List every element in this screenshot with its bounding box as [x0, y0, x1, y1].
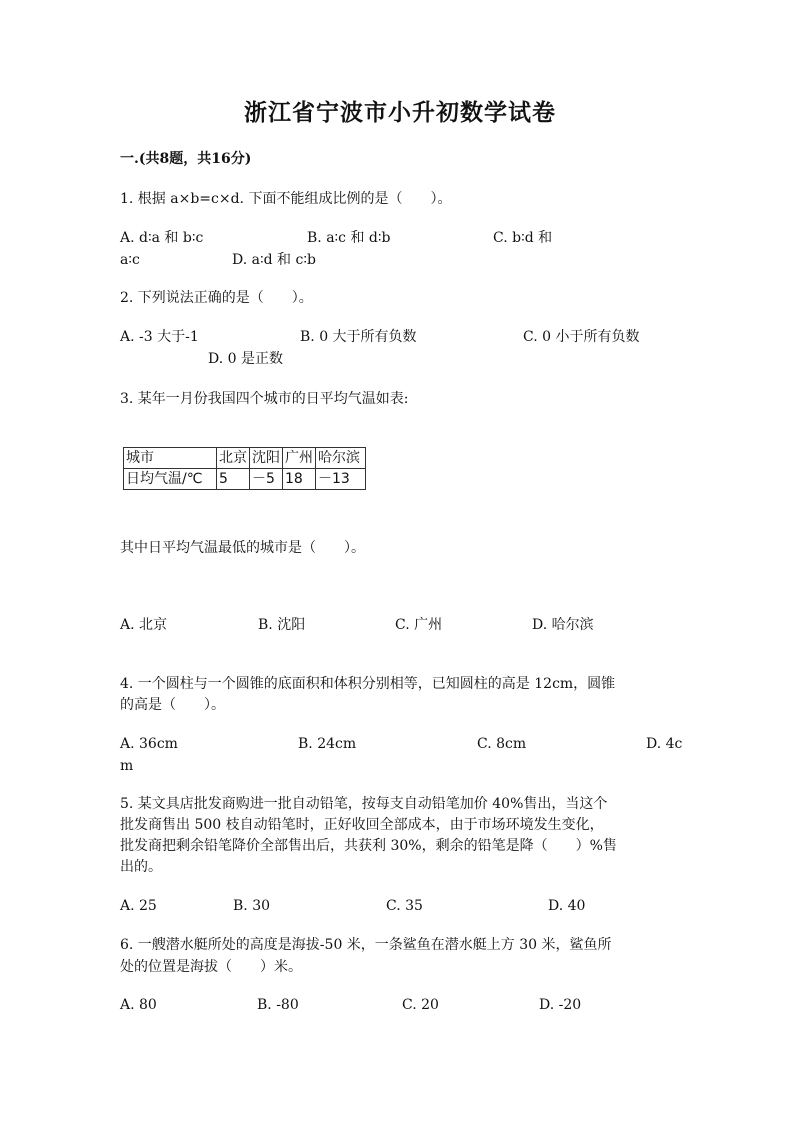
question-3-option-d: D. 哈尔滨	[532, 617, 594, 633]
question-5-option-c: C. 35	[386, 898, 423, 914]
question-5-option-a: A. 25	[120, 898, 157, 914]
question-5-stem: 5. 某文具店批发商购进一批自动铅笔，按每支自动铅笔加价 40%售出，当这个	[120, 796, 608, 812]
temperature-table	[123, 447, 366, 490]
table-cell: 18	[283, 469, 316, 490]
question-3-option-a: A. 北京	[120, 617, 168, 633]
table-cell: 日均气温/℃	[124, 469, 217, 490]
question-1-option-c: C. b∶d 和	[493, 230, 553, 246]
question-2-option-a: A. -3 大于-1	[120, 329, 199, 345]
table-cell: 5	[217, 469, 250, 490]
question-3-option-c: C. 广州	[395, 617, 443, 633]
question-3-question: 其中日平均气温最低的城市是（ ）。	[120, 540, 365, 556]
question-3-stem: 3. 某年一月份我国四个城市的日平均气温如表:	[120, 391, 409, 407]
question-6-stem: 6. 一艘潜水艇所处的高度是海拔-50 米，一条鲨鱼在潜水艇上方 30 米，鲨鱼所	[120, 937, 612, 953]
question-2-option-d: D. 0 是正数	[208, 351, 283, 367]
table-cell: 沈阳	[250, 448, 283, 469]
question-2-option-c: C. 0 小于所有负数	[523, 329, 640, 345]
question-4-stem: 4. 一个圆柱与一个圆锥的底面积和体积分别相等，已知圆柱的高是 12cm，圆锥	[120, 676, 616, 692]
question-6-stem-line2: 处的位置是海拔（ ）米。	[120, 959, 302, 975]
question-4-option-b: B. 24cm	[298, 736, 357, 752]
page-title: 浙江省宁波市小升初数学试卷	[244, 99, 556, 126]
question-6-option-a: A. 80	[120, 997, 157, 1013]
table-cell: 北京	[217, 448, 250, 469]
question-4-option-a: A. 36cm	[120, 736, 178, 752]
table-cell: －13	[316, 469, 366, 490]
section-heading: 一.(共8题，共16分)	[120, 151, 252, 167]
table-cell: －5	[250, 469, 283, 490]
table-cell: 城市	[124, 448, 217, 469]
table-cell: 哈尔滨	[316, 448, 366, 469]
question-1-option-b: B. a∶c 和 d∶b	[307, 230, 391, 246]
question-5-option-b: B. 30	[233, 898, 271, 914]
question-6-option-c: C. 20	[402, 997, 439, 1013]
question-5-stem-line3: 批发商把剩余铅笔降价全部售出后，共获利 30%，剩余的铅笔是降（ ）%售	[120, 838, 617, 854]
question-4-option-d-cont: m	[120, 758, 134, 774]
question-6-option-b: B. -80	[257, 997, 299, 1013]
table-header-row	[124, 448, 366, 469]
question-2-stem: 2. 下列说法正确的是（ ）。	[120, 290, 313, 306]
table-cell: 广州	[283, 448, 316, 469]
question-4-option-c: C. 8cm	[477, 736, 527, 752]
question-5-stem-line4: 出的。	[120, 859, 162, 875]
question-1-option-a: A. d∶a 和 b∶c	[120, 230, 204, 246]
question-2-option-b: B. 0 大于所有负数	[300, 329, 417, 345]
question-4-option-d: D. 4c	[646, 736, 683, 752]
question-5-option-d: D. 40	[548, 898, 586, 914]
question-3-option-b: B. 沈阳	[258, 617, 306, 633]
question-4-stem-cont: 的高是（ ）。	[120, 697, 225, 713]
question-1-option-d: D. a∶d 和 c∶b	[232, 252, 316, 268]
question-5-stem-line2: 批发商售出 500 枝自动铅笔时，正好收回全部成本，由于市场环境发生变化，	[120, 817, 604, 833]
table-row	[124, 469, 366, 490]
question-1-stem: 1. 根据 a×b=c×d. 下面不能组成比例的是（ ）。	[120, 191, 452, 207]
question-6-option-d: D. -20	[539, 997, 582, 1013]
question-1-option-c-cont: a∶c	[120, 252, 140, 268]
